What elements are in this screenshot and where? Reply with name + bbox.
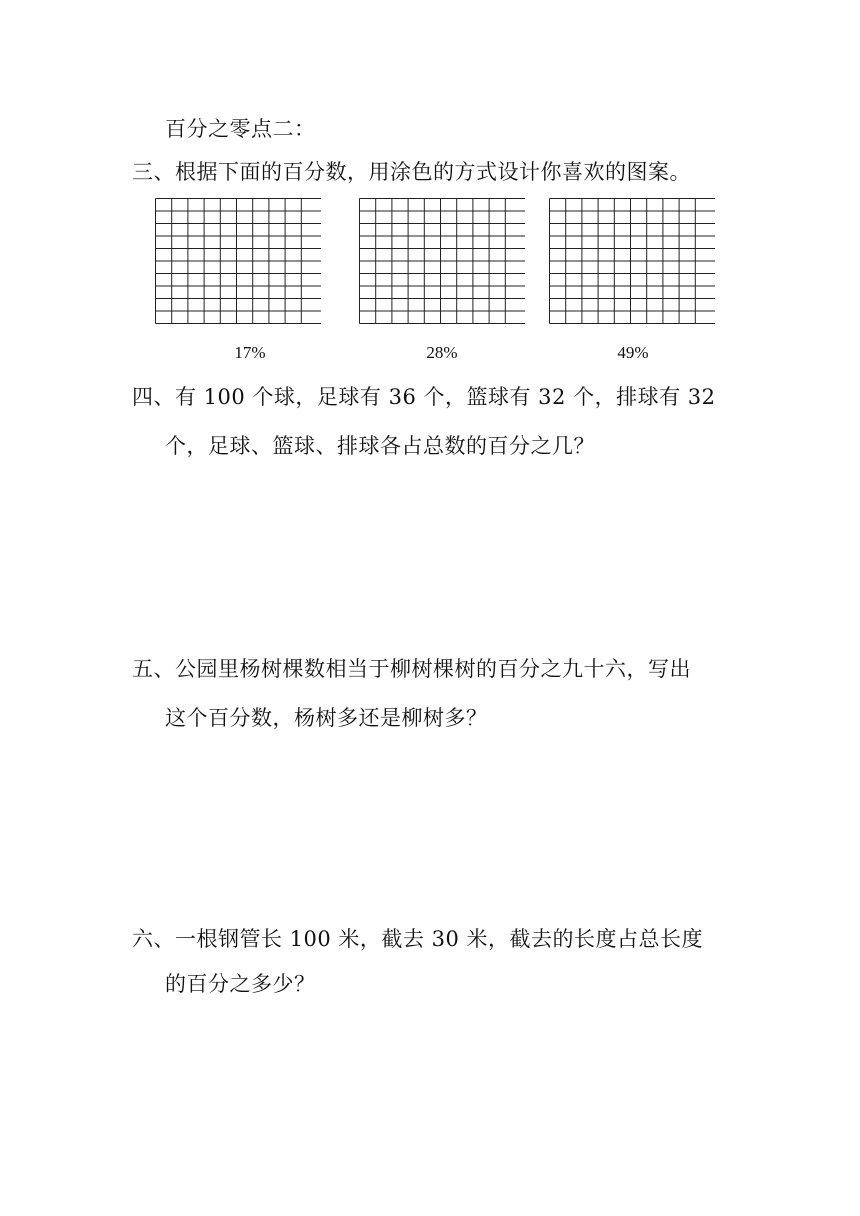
question-4-line-2: 个，足球、篮球、排球各占总数的百分之几？ xyxy=(165,434,595,458)
grid-label-28-percent: 28% xyxy=(426,343,458,362)
grid-lines xyxy=(155,198,321,324)
question-5-line-2: 这个百分数，杨树多还是柳树多？ xyxy=(165,706,488,730)
grid-label-49-percent: 49% xyxy=(617,343,649,362)
grid-17-percent[interactable] xyxy=(155,198,321,324)
question-5-line-1: 五、公园里杨树棵数相当于柳树棵树的百分之九十六，写出 xyxy=(132,657,691,681)
question-3-text: 三、根据下面的百分数，用涂色的方式设计你喜欢的图案。 xyxy=(132,160,691,184)
grid-28-percent[interactable] xyxy=(359,198,525,324)
question-6-line-1: 六、一根钢管长 100 米，截去 30 米，截去的长度占总长度 xyxy=(132,927,704,951)
question-4-line-1: 四、有 100 个球，足球有 36 个，篮球有 32 个，排球有 32 xyxy=(132,385,716,409)
grid-label-17-percent: 17% xyxy=(234,343,266,362)
question-6-line-2: 的百分之多少？ xyxy=(165,972,316,996)
grid-49-percent[interactable] xyxy=(549,198,715,324)
grid-lines xyxy=(359,198,525,324)
q2-continuation-text: 百分之零点二： xyxy=(165,117,316,141)
grid-lines xyxy=(549,198,715,324)
